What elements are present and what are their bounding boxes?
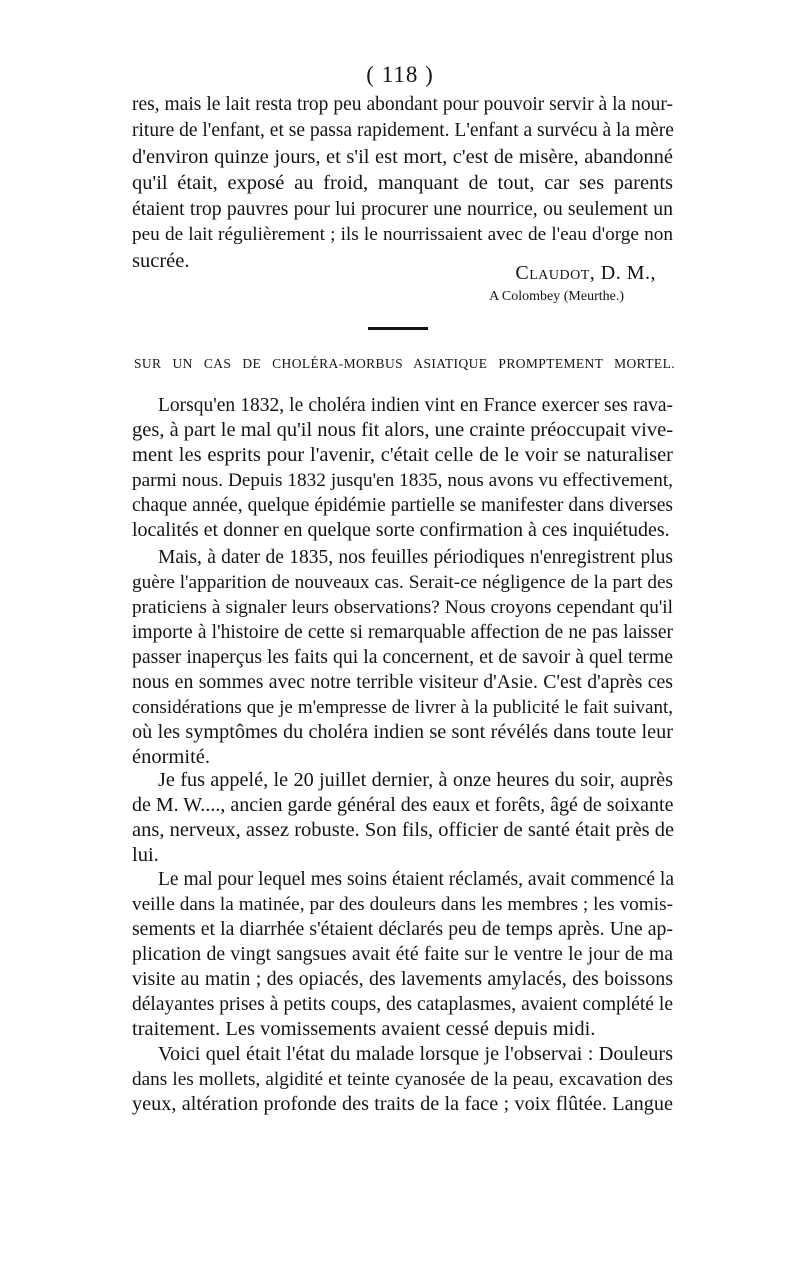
text-line: riture de l'enfant, et se passa rapidement. L'enfant a survécu à la mère <box>132 120 674 141</box>
page-number: ( 118 ) <box>366 62 434 87</box>
text-line: considérations que je m'empresse de livrer à la publicité le fait suivant, <box>132 697 673 718</box>
text-line: Lorsqu'en 1832, le choléra indien vint en France exercer ses rava- <box>158 395 673 416</box>
paragraph <box>132 545 673 770</box>
author-signature: Claudot, D. M., <box>515 262 656 284</box>
paragraph <box>132 1042 673 1117</box>
text-line: sements et la diarrhée s'étaient déclarés peu de temps après. Une ap- <box>132 918 673 940</box>
text-line: yeux, altération profonde des traits de la face ; voix flûtée. Langue <box>132 1093 673 1115</box>
text-line: ment les esprits pour l'avenir, c'était celle de le voir se naturaliser <box>132 444 673 466</box>
text-line: Mais, à dater de 1835, nos feuilles périodiques n'enregistrent plus <box>158 547 673 568</box>
paragraph <box>132 393 673 543</box>
text-line: importe à l'histoire de cette si remarquable affection de ne pas laisser <box>132 622 673 643</box>
text-line: d'environ quinze jours, et s'il est mort, c'est de misère, abandonné <box>132 146 673 168</box>
text-line: visite au matin ; des opiacés, des lavements amylacés, des boissons <box>132 968 673 990</box>
text-line: qu'il était, exposé au froid, manquant de tout, car ses parents <box>132 172 673 194</box>
author-location: A Colombey (Meurthe.) <box>489 289 624 304</box>
text-line: praticiens à signaler leurs observations? Nous croyons cependant qu'il <box>132 597 673 618</box>
text-line: veille dans la matinée, par des douleurs dans les membres ; les vomis- <box>132 894 673 915</box>
text-line: Voici quel était l'état du malade lorsque je l'observai : Douleurs <box>158 1043 673 1065</box>
text-line: parmi nous. Depuis 1832 jusqu'en 1835, nous avons vu effectivement, <box>132 470 673 491</box>
text-line: étaient trop pauvres pour lui procurer une nourrice, ou seulement un <box>132 198 673 220</box>
text-line: Le mal pour lequel mes soins étaient réclamés, avait commencé la <box>158 869 675 890</box>
text-line: sucrée. <box>132 250 190 272</box>
text-line: res, mais le lait resta trop peu abondant pour pouvoir servir à la nour- <box>132 94 673 115</box>
text-line: nous en sommes avec notre terrible visiteur d'Asie. C'est d'après ces <box>132 671 673 693</box>
text-line: dans les mollets, algidité et teinte cyanosée de la peau, excavation des <box>132 1069 673 1090</box>
paragraph <box>132 867 673 1042</box>
text-line: guère l'apparition de nouveaux cas. Serait-ce négligence de la part des <box>132 572 673 593</box>
text-line: traitement. Les vomissements avaient cessé depuis midi. <box>132 1018 596 1040</box>
section-title: SUR UN CAS DE CHOLÉRA-MORBUS ASIATIQUE PROMPTEMENT MORTEL. <box>134 356 675 371</box>
section-divider <box>368 327 428 330</box>
text-line: ans, nerveux, assez robuste. Son fils, officier de santé était près de <box>132 819 675 841</box>
paragraph <box>132 768 673 868</box>
text-line: où les symptômes du choléra indien se sont révélés dans toute leur <box>132 721 673 743</box>
text-line: passer inaperçus les faits qui la concernent, et de savoir à quel terme <box>132 646 673 668</box>
text-line: ges, à part le mal qu'il nous fit alors, une crainte préoccupait vive- <box>132 419 674 441</box>
text-line: peu de lait régulièrement ; ils le nourrissaient avec de l'eau d'orge non <box>132 224 673 245</box>
text-line: Je fus appelé, le 20 juillet dernier, à onze heures du soir, auprès <box>158 769 673 791</box>
text-line: délayantes prises à petits coups, des cataplasmes, avaient complété le <box>132 994 673 1015</box>
text-line: de M. W...., ancien garde général des eaux et forêts, âgé de soixante <box>132 794 674 816</box>
text-line: plication de vingt sangsues avait été faite sur le ventre le jour de ma <box>132 943 673 965</box>
text-line: lui. <box>132 844 159 866</box>
paragraph-continued <box>132 92 673 274</box>
text-line: énormité. <box>132 746 210 768</box>
text-line: chaque année, quelque épidémie partielle se manifester dans diverses <box>132 495 673 516</box>
text-line: localités et donner en quelque sorte confirmation à ces inquiétudes. <box>132 519 670 541</box>
